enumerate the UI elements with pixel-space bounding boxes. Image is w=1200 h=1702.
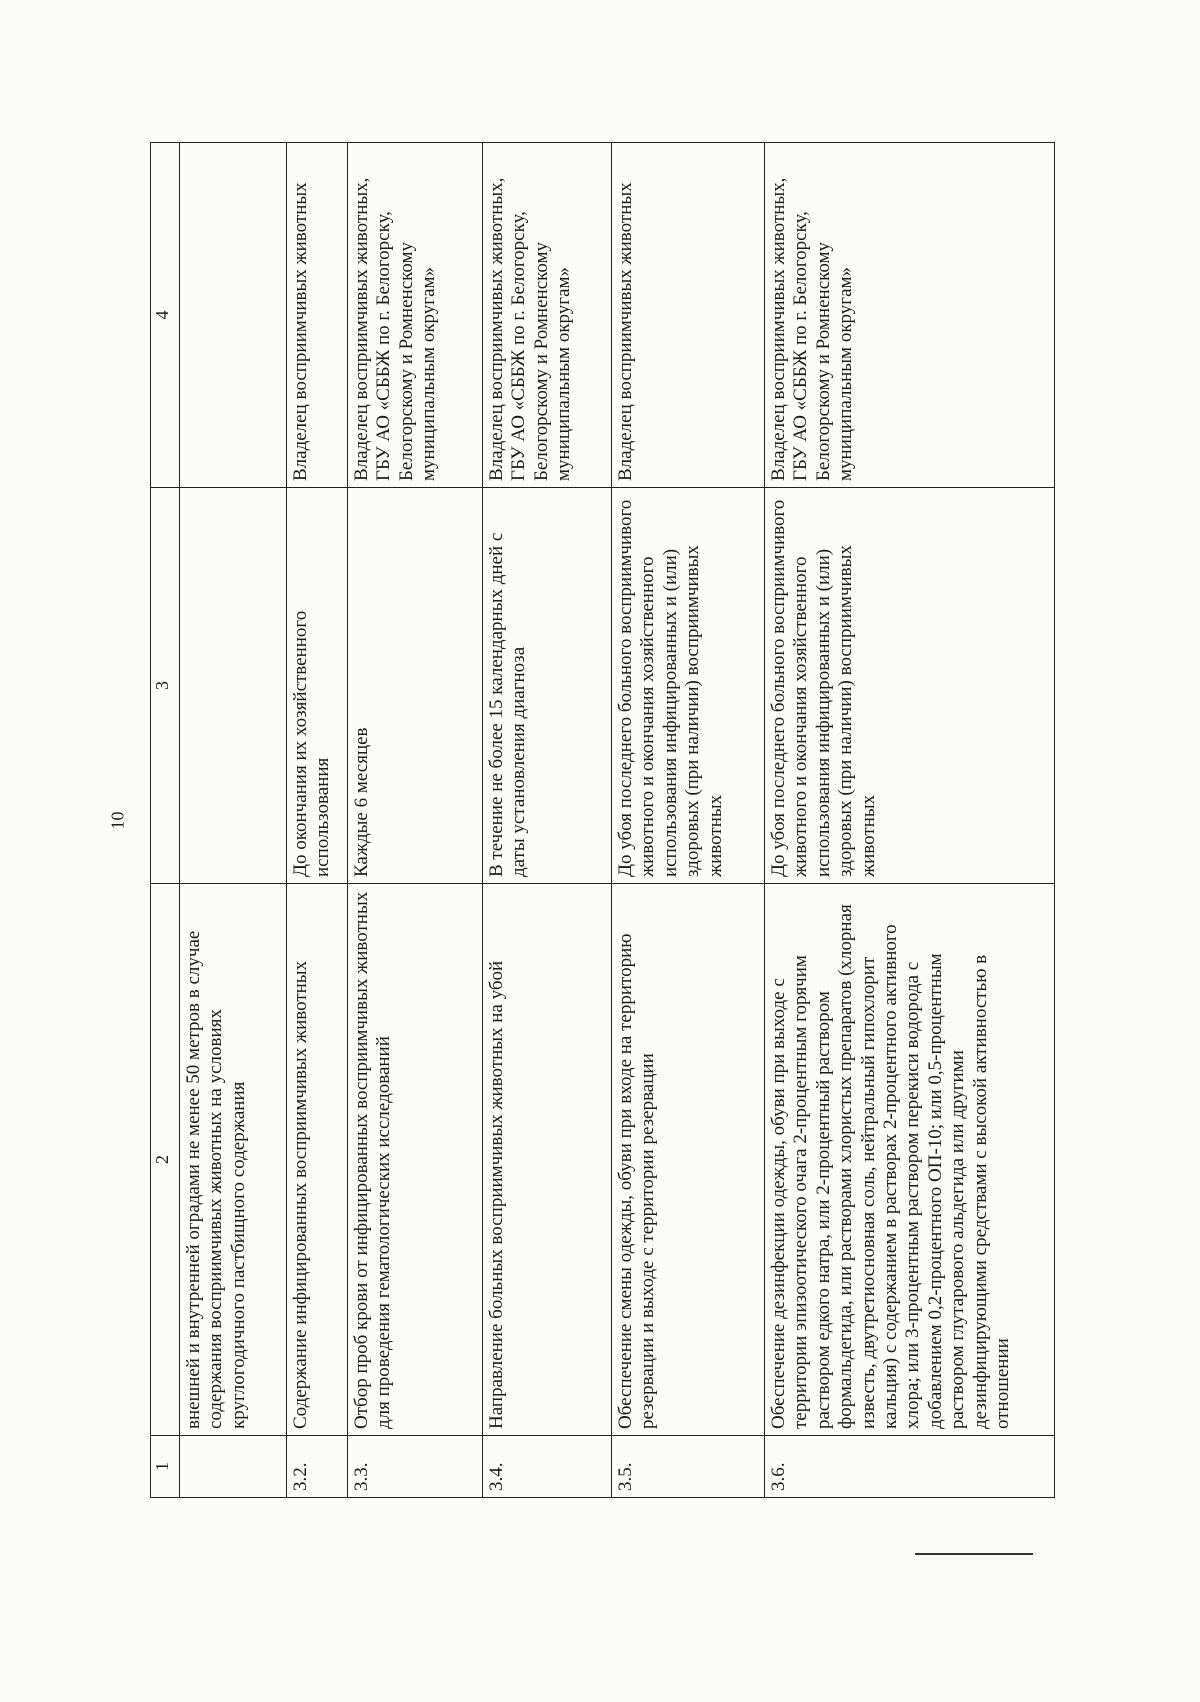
row-action: внешней и внутренней оградами не менее 50 метров в случае содержания восприимчивых животных на условиях круглогодичного пастбищного содержания [180, 884, 287, 1436]
table-row [287, 143, 348, 1498]
row-responsible: Владелец восприимчивых животных, ГБУ АО «СББЖ по г. Белогорску, Белогорскому и Ромненскому муниципальным округам» [483, 143, 612, 488]
row-term [180, 488, 287, 884]
header-col-4: 4 [151, 143, 180, 488]
row-responsible: Владелец восприимчивых животных, ГБУ АО «СББЖ по г. Белогорску, Белогорскому и Ромненскому муниципальным округам» [765, 143, 1055, 488]
row-responsible: Владелец восприимчивых животных [287, 143, 348, 488]
header-col-2: 2 [151, 884, 180, 1436]
table-row [348, 143, 483, 1498]
measures-table [150, 142, 1055, 1498]
table-row [612, 143, 765, 1498]
table-row [180, 143, 287, 1498]
row-term: Каждые 6 месяцев [348, 488, 483, 884]
row-number: 3.3. [348, 1436, 483, 1498]
header-col-3: 3 [151, 488, 180, 884]
row-number: 3.2. [287, 1436, 348, 1498]
row-responsible: Владелец восприимчивых животных [612, 143, 765, 488]
row-action: Направление больных восприимчивых животных на убой [483, 884, 612, 1436]
footer-rule [915, 1553, 1033, 1556]
table-header-row [151, 143, 180, 1498]
header-col-1: 1 [151, 1436, 180, 1498]
row-term: До убоя последнего больного восприимчивого животного и окончания хозяйственного использования инфицированных и (или) здоровых (при наличии) восприимчивых животных [765, 488, 1055, 884]
row-action: Обеспечение дезинфекции одежды, обуви при выходе с территории эпизоотического очага 2-процентным горячим раствором едкого натра, или 2-процентный раствором формальдегида, или растворами хлористых препаратов (хлорная известь, двутретиосновная соль, нейтральный гипохлорит кальция) с содержанием в растворах 2-процентного активного хлора; или 3-процентным раствором перекиси водорода с добавлением 0,2-процентного ОП-10; или 0,5-процентным раствором глутарового альдегида или другими дезинфицирующими средствами с высокой активностью в отношении [765, 884, 1055, 1436]
table-row [765, 143, 1055, 1498]
row-number [180, 1436, 287, 1498]
row-term: До убоя последнего больного восприимчивого животного и окончания хозяйственного использования инфицированных и (или) здоровых (при наличии) восприимчивых животных [612, 488, 765, 884]
row-term: В течение не более 15 календарных дней с даты установления диагноза [483, 488, 612, 884]
table-row [483, 143, 612, 1498]
row-number: 3.6. [765, 1436, 1055, 1498]
row-action: Содержание инфицированных восприимчивых животных [287, 884, 348, 1436]
row-responsible: Владелец восприимчивых животных, ГБУ АО «СББЖ по г. Белогорску, Белогорскому и Ромненскому муниципальным округам» [348, 143, 483, 488]
row-responsible [180, 143, 287, 488]
row-term: До окончания их хозяйственного использования [287, 488, 348, 884]
table-rotated [150, 143, 1055, 1498]
page-number: 10 [107, 811, 128, 830]
row-action: Обеспечение смены одежды, обуви при входе на территорию резервации и выходе с территории резервации [612, 884, 765, 1436]
row-number: 3.5. [612, 1436, 765, 1498]
row-action: Отбор проб крови от инфицированных восприимчивых животных для проведения гематологических исследований [348, 884, 483, 1436]
row-number: 3.4. [483, 1436, 612, 1498]
table-rotation-frame [150, 143, 1200, 1491]
